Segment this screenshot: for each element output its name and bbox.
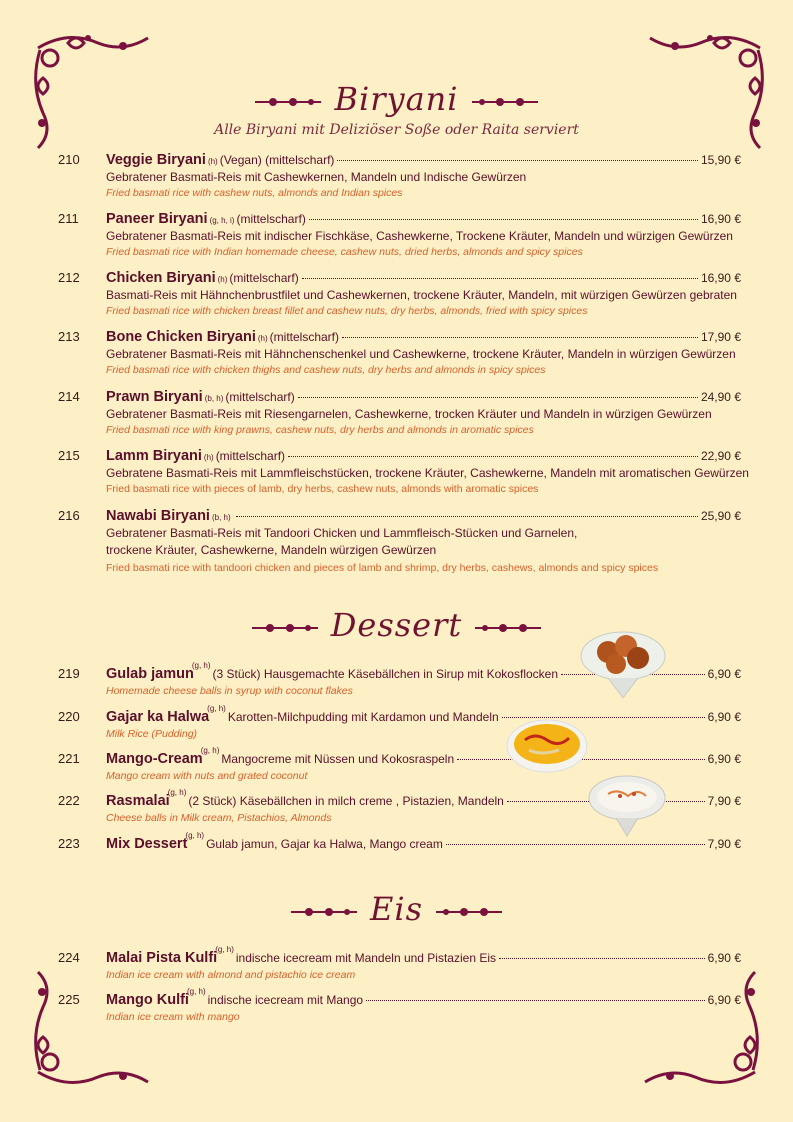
item-description-de: Gebratener Basmati-Reis mit Cashewkernen, Mandeln und Indische Gewürzen xyxy=(106,170,527,184)
corner-ornament-bottom-left xyxy=(28,962,158,1092)
item-description-en: Fried basmati rice with chicken breast fillet and cashew nuts, dry herbs, almonds, fried with spicy spices xyxy=(106,305,588,317)
item-price: 16,90 € xyxy=(700,271,741,285)
item-number: 220 xyxy=(58,709,80,724)
allergen-code: (g, h) xyxy=(186,987,206,996)
item-description-en: Fried basmati rice with Indian homemade cheese, cashew nuts, dried herbs, almonds and spicy spices xyxy=(106,246,583,258)
item-name: Mango-Cream xyxy=(106,751,203,767)
flourish-right-icon xyxy=(473,622,543,634)
item-price: 15,90 € xyxy=(700,153,741,167)
item-number: 225 xyxy=(58,992,80,1007)
rasmalai-photo xyxy=(586,770,668,840)
item-price: 7,90 € xyxy=(707,837,741,851)
gulab-jamun-photo xyxy=(578,626,668,704)
allergen-code: (h) xyxy=(217,275,228,284)
item-title-line xyxy=(106,987,741,1008)
item-description-en: Fried basmati rice with tandoori chicken and pieces of lamb and shrimp, dry herbs, cashews, almonds and spicy spices xyxy=(106,562,659,574)
item-price: 6,90 € xyxy=(707,993,741,1007)
item-description-en: Indian ice cream with almond and pistachio ice cream xyxy=(106,969,356,981)
item-description-en: Fried basmati rice with cashew nuts, almonds and Indian spices xyxy=(106,187,403,199)
item-description: (2 Stück) Käsebällchen in milch creme , Pistazien, Mandeln xyxy=(188,794,504,808)
item-title-line xyxy=(106,152,741,168)
item-price: 24,90 € xyxy=(700,390,741,404)
dessert-title-text: Dessert xyxy=(330,606,463,644)
item-title-line xyxy=(106,704,741,725)
eis-title-text: Eis xyxy=(369,890,423,928)
dot-leader xyxy=(309,219,698,220)
item-description: Mangocreme mit Nüssen und Kokosraspeln xyxy=(221,752,455,766)
item-tag: (mittelscharf) xyxy=(229,271,299,285)
item-number: 224 xyxy=(58,950,80,965)
item-price: 25,90 € xyxy=(700,509,741,523)
item-number: 211 xyxy=(58,211,79,226)
item-description-de: Gebratener Basmati-Reis mit Hähnchenschenkel und Cashewkerne, trockene Kräuter, Mandeln in würzigen Gewürzen xyxy=(106,347,736,361)
item-description-de: Basmati-Reis mit Hähnchenbrustfilet und Cashewkernen, trockene Kräuter, Mandeln, mit würzigen Gewürzen gebraten xyxy=(106,288,737,302)
item-title-line xyxy=(106,945,741,966)
allergen-code: (b, h) xyxy=(211,513,231,522)
item-price: 16,90 € xyxy=(700,212,741,226)
item-title-line xyxy=(106,831,741,852)
item-price: 6,90 € xyxy=(707,710,741,724)
item-number: 214 xyxy=(58,389,80,404)
item-price: 22,90 € xyxy=(700,449,741,463)
item-name: Paneer Biryani xyxy=(106,211,208,227)
biryani-subtitle: Alle Biryani mit Deliziöser Soße oder Raita serviert xyxy=(214,122,579,138)
item-number: 213 xyxy=(58,329,80,344)
item-description-en: Homemade cheese balls in syrup with coconut flakes xyxy=(106,685,353,697)
biryani-title xyxy=(0,80,793,118)
item-description: indische icecream mit Mandeln und Pistazien Eis xyxy=(235,951,496,965)
item-description-de: Gebratener Basmati-Reis mit Riesengarnelen, Cashewkerne, trocken Kräuter und Mandeln in würzigen Gewürzen xyxy=(106,407,712,421)
dot-leader xyxy=(236,516,698,517)
item-name: Rasmalai xyxy=(106,793,170,809)
item-description: indische icecream mit Mango xyxy=(207,993,364,1007)
allergen-code: (g, h) xyxy=(191,661,211,670)
flourish-right-icon xyxy=(434,906,504,918)
item-price: 17,90 € xyxy=(700,330,741,344)
item-description: Karotten-Milchpudding mit Kardamon und Mandeln xyxy=(227,710,499,724)
flourish-left-icon xyxy=(289,906,359,918)
item-description: Gulab jamun, Gajar ka Halwa, Mango cream xyxy=(206,837,443,851)
item-price: 6,90 € xyxy=(707,951,741,965)
allergen-code: (g, h) xyxy=(200,746,220,755)
item-number: 215 xyxy=(58,448,80,463)
allergen-code: (g, h, i) xyxy=(209,216,235,225)
item-description-en: Milk Rice (Pudding) xyxy=(106,728,198,740)
dot-leader xyxy=(366,1000,705,1001)
item-name: Gulab jamun xyxy=(106,666,194,682)
item-description-de-2: trockene Kräuter, Cashewkerne, Mandeln würzigen Gewürzen xyxy=(106,543,437,557)
item-description-en: Fried basmati rice with king prawns, cashew nuts, dry herbs and almonds in aromatic spices xyxy=(106,424,534,436)
item-price: 7,90 € xyxy=(707,794,741,808)
allergen-code: (h) xyxy=(203,453,214,462)
item-title-line xyxy=(106,329,741,345)
item-title-line xyxy=(106,211,741,227)
item-name: Mango Kulfi xyxy=(106,992,189,1008)
item-description-en: Mango cream with nuts and grated coconut xyxy=(106,770,308,782)
corner-ornament-bottom-right xyxy=(635,962,765,1092)
allergen-code: (h) xyxy=(257,334,268,343)
item-title-line xyxy=(106,448,741,464)
dot-leader xyxy=(288,456,698,457)
item-name: Bone Chicken Biryani xyxy=(106,329,256,345)
dot-leader xyxy=(337,160,698,161)
allergen-code: (h) xyxy=(207,157,218,166)
dot-leader xyxy=(446,844,705,845)
biryani-title-text: Biryani xyxy=(334,80,459,118)
item-description-en: Fried basmati rice with pieces of lamb, dry herbs, cashew nuts, almonds with aromatic spices xyxy=(106,483,539,495)
dot-leader xyxy=(302,278,698,279)
item-price: 6,90 € xyxy=(707,752,741,766)
item-title-line xyxy=(106,389,741,405)
dessert-title xyxy=(0,606,793,644)
item-title-line xyxy=(106,270,741,286)
item-tag: (mittelscharf) xyxy=(225,390,295,404)
item-tag: (mittelscharf) xyxy=(236,212,306,226)
item-number: 212 xyxy=(58,270,80,285)
allergen-code: (b, h) xyxy=(204,394,224,403)
eis-title xyxy=(0,890,793,928)
item-name: Veggie Biryani xyxy=(106,152,206,168)
item-description: (3 Stück) Hausgemachte Käsebällchen in Sirup mit Kokosflocken xyxy=(212,667,559,681)
item-name: Prawn Biryani xyxy=(106,389,203,405)
flourish-left-icon xyxy=(253,96,323,108)
mango-cream-photo xyxy=(505,716,590,776)
item-name: Gajar ka Halwa xyxy=(106,709,210,725)
item-name: Chicken Biryani xyxy=(106,270,216,286)
flourish-right-icon xyxy=(470,96,540,108)
item-number: 221 xyxy=(58,751,80,766)
item-number: 223 xyxy=(58,836,80,851)
allergen-code: (g, h) xyxy=(167,788,187,797)
item-price: 6,90 € xyxy=(707,667,741,681)
item-description-en: Indian ice cream with mango xyxy=(106,1011,240,1023)
item-description-en: Fried basmati rice with chicken thighs and cashew nuts, dry herbs and almonds in spicy spices xyxy=(106,364,546,376)
item-number: 210 xyxy=(58,152,80,167)
item-name: Mix Dessert xyxy=(106,836,188,852)
item-tag: (mittelscharf) xyxy=(269,330,339,344)
item-description-en: Cheese balls in Milk cream, Pistachios, Almonds xyxy=(106,812,332,824)
item-number: 216 xyxy=(58,508,80,523)
item-title-line xyxy=(106,508,741,524)
item-title-line xyxy=(106,746,741,767)
item-tag: (mittelscharf) xyxy=(215,449,286,463)
item-name: Malai Pista Kulfi xyxy=(106,950,218,966)
item-description-de: Gebratener Basmati-Reis mit indischer Fischkäse, Cashewkerne, Trockene Kräuter, Mandeln und würzigen Gewürzen xyxy=(106,229,733,243)
allergen-code: (g, h) xyxy=(207,704,226,713)
item-description-de: Gebratener Basmati-Reis mit Tandoori Chicken und Lammfleisch-Stücken und Garnelen, xyxy=(106,526,578,540)
flourish-left-icon xyxy=(250,622,320,634)
item-description-de: Gebratene Basmati-Reis mit Lammfleischstücken, trockene Kräuter, Cashewkerne, Mandeln mit aromatischen Gewürzen xyxy=(106,466,749,480)
item-number: 222 xyxy=(58,793,80,808)
item-name: Lamm Biryani xyxy=(106,448,202,464)
allergen-code: (g, h) xyxy=(185,831,205,840)
allergen-code: (g, h) xyxy=(215,945,234,954)
dot-leader xyxy=(298,397,698,398)
dot-leader xyxy=(342,337,698,338)
dot-leader xyxy=(499,958,705,959)
item-tag: (Vegan) (mittelscharf) xyxy=(219,153,335,167)
item-name: Nawabi Biryani xyxy=(106,508,210,524)
item-number: 219 xyxy=(58,666,80,681)
